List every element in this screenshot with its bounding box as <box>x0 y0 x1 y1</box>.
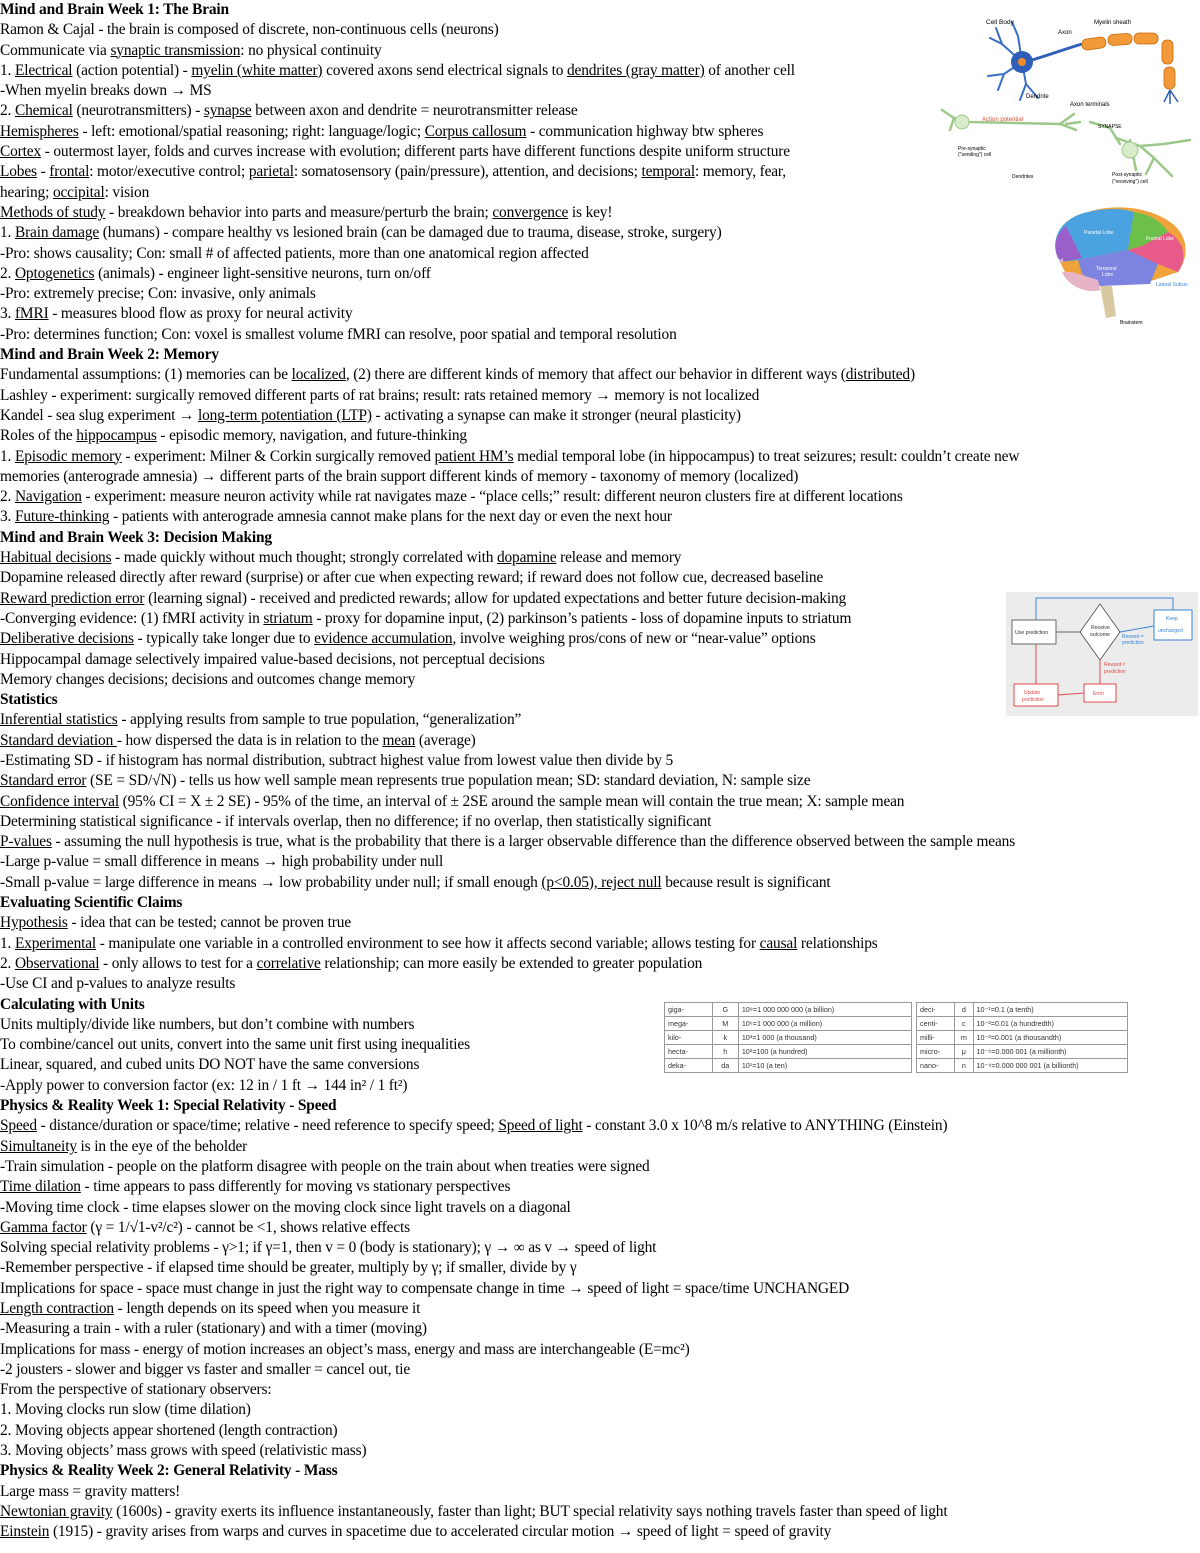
underlined-term: Simultaneity <box>0 1137 77 1155</box>
note-line <box>0 852 1200 872</box>
table-cell: mega- <box>665 1017 713 1031</box>
note-line <box>0 1421 1200 1441</box>
underlined-term: Speed <box>0 1117 37 1135</box>
text-run: Mind and Brain Week 1: The Brain <box>0 1 229 18</box>
text-run: (neurotransmitters) - <box>72 102 204 120</box>
text-run: -When myelin breaks down → MS <box>0 82 212 100</box>
text-run: - episodic memory, navigation, and future-thinking <box>156 427 467 445</box>
table-cell: nano- <box>917 1059 955 1073</box>
underlined-term: Optogenetics <box>14 264 95 282</box>
note-line <box>0 203 1200 223</box>
table-row <box>917 1003 1128 1017</box>
text-run: is key! <box>568 203 613 221</box>
underlined-term: Experimental <box>14 934 97 952</box>
note-line <box>0 304 1200 324</box>
note-line <box>0 223 1200 243</box>
underlined-term: Gamma factor <box>0 1218 87 1236</box>
rpe-label-prediction-eq: prediction <box>1122 640 1144 646</box>
underlined-term: long-term potentiation (LTP) <box>197 406 372 424</box>
note-line <box>0 447 1200 467</box>
text-run: (γ = 1/√1-v²/c²) - cannot be <1, shows relative effects <box>86 1218 410 1236</box>
text-run: Large mass = gravity matters! <box>0 1482 181 1500</box>
reward-prediction-flowchart <box>1006 592 1198 716</box>
table-cell: 10⁻¹=0.1 (a tenth) <box>973 1003 1127 1017</box>
text-run: Physics & Reality Week 1: Special Relativity - Speed <box>0 1097 337 1115</box>
note-line <box>0 548 1200 568</box>
underlined-term: dopamine <box>496 549 557 567</box>
table-cell: 10⁻⁶=0.000 001 (a millionth) <box>973 1045 1127 1059</box>
text-run: Units multiply/divide like numbers, but don’t combine with numbers <box>0 1015 415 1033</box>
table-cell: d <box>955 1003 973 1017</box>
table-row <box>665 1059 912 1073</box>
table-cell: micro- <box>917 1045 955 1059</box>
brain-label-temporal-2: Lobe <box>1102 272 1114 278</box>
note-line <box>0 1340 1200 1360</box>
table-cell: h <box>712 1045 738 1059</box>
text-run: Kandel - sea slug experiment → <box>0 406 198 424</box>
underlined-term: Hemispheres <box>0 122 79 140</box>
underlined-term: Confidence interval <box>0 792 119 810</box>
text-run: -Pro: shows causality; Con: small # of affected patients, more than one anatomical region affected <box>0 244 589 262</box>
text-run: -Converging evidence: (1) fMRI activity in <box>0 609 264 627</box>
underlined-term: P-values <box>0 833 52 851</box>
text-run: (humans) - compare healthy vs lesioned brain (can be damaged due to trauma, disease, stroke, surgery) <box>99 224 722 242</box>
text-run: - distance/duration or space/time; relative - need reference to specify speed; <box>36 1117 499 1135</box>
note-line <box>0 1218 1200 1238</box>
text-run: : vision <box>104 183 150 201</box>
text-run: - length depends on its speed when you measure it <box>113 1300 421 1317</box>
text-run: - experiment: measure neuron activity while rat navigates maze - “place cells;” result: different neuron clusters fire at different locations <box>81 488 903 506</box>
table-cell: 10³=1 000 (a thousand) <box>738 1031 911 1045</box>
text-run: Determining statistical significance - if intervals overlap, then no difference; if no overlap, then statistically significant <box>0 812 712 830</box>
text-run: relationship; can more easily be extended to greater population <box>320 954 703 972</box>
note-line <box>0 467 1200 487</box>
underlined-term: fMRI <box>14 305 49 323</box>
underlined-term: hippocampus <box>76 427 157 445</box>
synapse-label-dendrites: Dendrites <box>1012 174 1034 180</box>
text-run: (average) <box>415 731 476 749</box>
note-line <box>0 731 1200 751</box>
underlined-term: Standard error <box>0 772 87 790</box>
note-line <box>0 1076 1200 1096</box>
brain-label-frontal: Frontal Lobe <box>1146 236 1175 242</box>
table-cell: kilo- <box>665 1031 713 1045</box>
note-line <box>0 974 1200 994</box>
note-line <box>0 1238 1200 1258</box>
note-line <box>0 1319 1200 1339</box>
neuron-label-myelin: Myelin sheath <box>1094 20 1132 26</box>
table-cell: centi- <box>917 1017 955 1031</box>
note-line <box>0 507 1200 527</box>
brain-label-brainstem: Brainstem <box>1120 320 1143 326</box>
text-run: covered axons send electrical signals to <box>322 61 567 79</box>
underlined-term: localized <box>291 366 346 384</box>
table-cell: 10¹=10 (a ten) <box>738 1059 911 1073</box>
note-line <box>0 406 1200 426</box>
synapse-label-pre: Pre-synaptic <box>958 146 986 152</box>
neuron-diagram <box>982 14 1200 104</box>
underlined-term: Observational <box>14 954 100 972</box>
note-line <box>0 1279 1200 1299</box>
text-run: (action potential) - <box>72 61 192 79</box>
underlined-term: distributed <box>845 366 910 384</box>
text-run: Memory changes decisions; decisions and outcomes change memory <box>0 670 416 688</box>
table-cell: M <box>712 1017 738 1031</box>
text-run: -Apply power to conversion factor (ex: 12 in / 1 ft → 144 in² / 1 ft²) <box>0 1076 408 1094</box>
text-run: -Measuring a train - with a ruler (stationary) and with a timer (moving) <box>0 1320 427 1338</box>
neuron-label-dendrite: Dendrite <box>1026 94 1049 100</box>
brain-label-occipital: Occipital <box>1044 258 1064 264</box>
text-run: 3. <box>0 508 15 526</box>
underlined-term: mean <box>382 731 416 749</box>
text-run: -Large p-value = small difference in means → high probability under null <box>0 853 444 871</box>
table-cell: G <box>712 1003 738 1017</box>
text-run: Evaluating Scientific Claims <box>0 894 183 912</box>
note-line <box>0 751 1200 771</box>
table-cell: 10⁻⁹=0.000 000 001 (a billionth) <box>973 1059 1127 1073</box>
note-line <box>0 1198 1200 1218</box>
text-run: release and memory <box>556 549 682 567</box>
si-prefix-table-small <box>916 1002 1128 1073</box>
underlined-term: striatum <box>263 609 313 627</box>
text-run: Roles of the <box>0 427 77 445</box>
text-run: Hippocampal damage selectively impaired value-based decisions, not perceptual decisions <box>0 650 545 668</box>
text-run: Lashley - experiment: surgically removed different parts of rat brains; result: rats retained memory → memory is not localized <box>0 386 760 404</box>
table-cell: milli- <box>917 1031 955 1045</box>
underlined-term: frontal <box>49 163 90 181</box>
text-run: - how dispersed the data is in relation to the <box>116 731 383 749</box>
text-run: : memory, fear, <box>694 163 786 181</box>
section-heading <box>0 1461 1200 1481</box>
text-run: -Estimating SD - if histogram has normal distribution, subtract highest value from lowest value then divide by 5 <box>0 751 674 769</box>
note-line <box>0 487 1200 507</box>
underlined-term: dendrites (gray matter) <box>566 61 705 79</box>
text-run: hearing; <box>0 183 53 201</box>
text-run: From the perspective of stationary observers: <box>0 1381 272 1399</box>
rpe-label-use: Use prediction <box>1015 630 1049 636</box>
synapse-label-post: Post-synaptic <box>1112 172 1143 178</box>
text-run: 1. <box>0 934 15 952</box>
neuron-label-cell-body: Cell Body <box>986 19 1014 26</box>
table-cell: hecta- <box>665 1045 713 1059</box>
underlined-term: Cortex <box>0 143 41 161</box>
underlined-term: Navigation <box>14 488 82 506</box>
underlined-term: Newtonian gravity <box>0 1502 113 1520</box>
rpe-label-update-prediction: prediction <box>1022 697 1044 703</box>
text-run: Implications for mass - energy of motion increases an object’s mass, energy and mass are interchangeable (E=mc²) <box>0 1340 690 1358</box>
text-run: To combine/cancel out units, convert into the same unit first using inequalities <box>0 1036 470 1054</box>
underlined-term: Standard deviation <box>0 731 117 749</box>
text-run: - manipulate one variable in a controlled environment to see how it affects second variable; allows testing for <box>96 934 760 952</box>
rpe-label-outcome: outcome <box>1090 632 1110 638</box>
rpe-label-unchanged: unchanged <box>1158 628 1183 634</box>
underlined-term: Time dilation <box>0 1178 81 1196</box>
underlined-term: Brain damage <box>14 224 100 242</box>
underlined-term: Corpus callosum <box>424 122 527 140</box>
rpe-label-reward-neq: Reward ≠ <box>1104 662 1126 668</box>
text-run: 3. <box>0 305 15 323</box>
synapse-label-potential: Action potential <box>982 117 1024 123</box>
si-prefix-table-large <box>664 1002 912 1073</box>
text-run: Mind and Brain Week 2: Memory <box>0 346 219 364</box>
note-line <box>0 1116 1200 1136</box>
note-line <box>0 264 1200 284</box>
underlined-term: Lobes <box>0 163 37 181</box>
brain-label-occipital-2: Lobe <box>1048 264 1060 270</box>
text-run: : no physical continuity <box>240 41 382 59</box>
underlined-term: Einstein <box>0 1523 50 1541</box>
rpe-label-keep: Keep <box>1166 616 1178 622</box>
text-run: -Moving time clock - time elapses slower on the moving clock since light travels on a diagonal <box>0 1198 571 1216</box>
table-row <box>917 1059 1128 1073</box>
note-line <box>0 365 1200 385</box>
text-run: Communicate via <box>0 41 111 59</box>
note-line <box>0 386 1200 406</box>
underlined-term: Reward prediction error <box>0 589 145 607</box>
text-run: - applying results from sample to true population, “generalization” <box>117 711 522 729</box>
underlined-term: Episodic memory <box>14 447 122 465</box>
table-cell: giga- <box>665 1003 713 1017</box>
underlined-term: Deliberative decisions <box>0 630 134 648</box>
table-row <box>917 1017 1128 1031</box>
brain-label-cerebellum: Cerebellum <box>1058 292 1084 298</box>
text-run: (95% CI = X ± 2 SE) - 95% of the time, an interval of ± 2SE around the sample mean will contain the true mean; X: sample mean <box>118 792 905 810</box>
synapse-label-terminals: Axon terminals <box>1070 102 1110 108</box>
table-row <box>917 1045 1128 1059</box>
text-run: - idea that can be tested; cannot be proven true <box>67 914 352 932</box>
text-run: Solving special relativity problems - γ>1; if γ=1, then v = 0 (body is stationary); γ → ∞ as v → speed of light <box>0 1239 657 1257</box>
text-run: -Remember perspective - if elapsed time should be greater, multiply by γ; if smaller, divide by γ <box>0 1259 577 1277</box>
underlined-term: Habitual decisions <box>0 549 112 567</box>
table-cell: da <box>712 1059 738 1073</box>
text-run: because result is significant <box>661 873 831 891</box>
text-run: Statistics <box>0 691 58 709</box>
note-line <box>0 1299 1200 1319</box>
note-line <box>0 812 1200 832</box>
text-run: 2. <box>0 488 15 506</box>
table-cell: m <box>955 1031 973 1045</box>
table-cell: 10⁹=1 000 000 000 (a billion) <box>738 1003 911 1017</box>
text-run: of another cell <box>704 61 795 79</box>
note-line <box>0 934 1200 954</box>
text-run: (animals) - engineer light-sensitive neurons, turn on/off <box>94 264 431 282</box>
synapse-diagram <box>940 100 1198 190</box>
text-run: 1. <box>0 447 15 465</box>
text-run: -Train simulation - people on the platform disagree with people on the train about when treaties were signed <box>0 1157 650 1175</box>
text-run: between axon and dendrite = neurotransmitter release <box>251 102 578 120</box>
table-row <box>665 1031 912 1045</box>
text-run: - breakdown behavior into parts and measure/perturb the brain; <box>105 203 493 221</box>
text-run: -Small p-value = large difference in means → low probability under null; if small enough <box>0 873 542 891</box>
text-run: Ramon & Cajal - the brain is composed of discrete, non-continuous cells (neurons) <box>0 21 499 39</box>
table-cell: deka- <box>665 1059 713 1073</box>
synapse-label-post-cell: ("receiving") cell <box>1112 179 1148 185</box>
brain-lobes-diagram <box>1038 200 1200 326</box>
text-run: memories (anterograde amnesia) → different parts of the brain support different kinds of memory - taxonomy of memory (localized) <box>0 467 799 485</box>
note-line <box>0 426 1200 446</box>
underlined-term: Hypothesis <box>0 914 68 932</box>
text-run: -Pro: determines function; Con: voxel is smallest volume fMRI can resolve, poor spatial and temporal resolution <box>0 325 677 343</box>
text-run: - time appears to pass differently for moving vs stationary perspectives <box>80 1178 511 1196</box>
table-row <box>917 1031 1128 1045</box>
text-run: - typically take longer due to <box>133 630 315 648</box>
text-run: Calculating with Units <box>0 995 145 1013</box>
text-run: - activating a synapse can make it stronger (neural plasticity) <box>371 406 741 424</box>
text-run: (1600s) - gravity exerts its influence instantaneously, faster than light; BUT special relativity says nothing travels faster than speed of light <box>112 1502 948 1520</box>
text-run: - made quickly without much thought; strongly correlated with <box>111 549 497 567</box>
rpe-label-update: Update <box>1024 690 1041 696</box>
note-line <box>0 1177 1200 1197</box>
table-cell: k <box>712 1031 738 1045</box>
underlined-term: Inferential statistics <box>0 711 118 729</box>
text-run: -Pro: extremely precise; Con: invasive, only animals <box>0 285 316 303</box>
underlined-term: convergence <box>492 203 569 221</box>
text-run: Implications for space - space must change in just the right way to compensate change in time → speed of light = space/time UNCHANGED <box>0 1279 850 1297</box>
note-line <box>0 792 1200 812</box>
text-run: 2. <box>0 954 15 972</box>
text-run: Physics & Reality Week 2: General Relativity - Mass <box>0 1462 338 1480</box>
note-line <box>0 1137 1200 1157</box>
note-line <box>0 771 1200 791</box>
text-run: 2. <box>0 264 15 282</box>
text-run: 2. Moving objects appear shortened (length contraction) <box>0 1421 338 1439</box>
text-run: (SE = SD/√N) - tells us how well sample mean represents true population mean; SD: standard deviation, N: sample size <box>86 772 811 790</box>
section-heading <box>0 345 1200 365</box>
underlined-term: occipital <box>52 183 105 201</box>
underlined-term: correlative <box>256 954 321 972</box>
text-run: - communication highway btw spheres <box>526 122 764 140</box>
text-run: medial temporal lobe (in hippocampus) to treat seizures; result: couldn’t create new <box>513 447 1020 465</box>
note-line <box>0 1482 1200 1502</box>
rpe-label-receive: Receive <box>1091 625 1110 631</box>
text-run: - proxy for dopamine input, (2) parkinson’s patients - loss of dopamine inputs to striatum <box>312 609 852 627</box>
underlined-term: temporal <box>641 163 695 181</box>
text-run: (1915) - gravity arises from warps and curves in spacetime due to accelerated circular motion → speed of light = speed of gravity <box>49 1523 832 1541</box>
rpe-label-reward-eq: Reward = <box>1122 634 1144 640</box>
note-line <box>0 244 1200 264</box>
note-line <box>0 1258 1200 1278</box>
text-run: - <box>36 163 50 181</box>
table-cell: 10⁶=1 000 000 (a million) <box>738 1017 911 1031</box>
text-run: -Use CI and p-values to analyze results <box>0 975 236 993</box>
rpe-label-error: Error <box>1093 691 1105 697</box>
text-run: Fundamental assumptions: (1) memories can be <box>0 366 292 384</box>
text-run: Linear, squared, and cubed units DO NOT have the same conversions <box>0 1056 420 1074</box>
text-run: 1. Moving clocks run slow (time dilation) <box>0 1401 251 1419</box>
note-line <box>0 284 1200 304</box>
note-line <box>0 568 1200 588</box>
brain-label-sulcus: Lateral Sulcus <box>1156 282 1188 288</box>
text-run: - experiment: Milner & Corkin surgically removed <box>121 447 435 465</box>
synapse-label-synapse: SYNAPSE <box>1098 124 1122 130</box>
note-line <box>0 1400 1200 1420</box>
text-run: - assuming the null hypothesis is true, what is the probability that there is a larger observable difference than the difference observed between the sample means <box>51 833 1016 851</box>
note-line <box>0 1502 1200 1522</box>
underlined-term: Methods of study <box>0 203 106 221</box>
text-run: is in the eye of the beholder <box>76 1137 248 1155</box>
note-line <box>0 1380 1200 1400</box>
section-heading <box>0 528 1200 548</box>
text-run: - outermost layer, folds and curves increase with evolution; different parts have different functions despite uniform structure <box>41 143 790 161</box>
note-line <box>0 1441 1200 1461</box>
text-run: (learning signal) - received and predicted rewards; allow for updated expectations and better future decision-making <box>144 589 847 607</box>
underlined-term: Speed of light <box>498 1117 583 1135</box>
text-run: 1. <box>0 224 15 242</box>
note-line <box>0 1522 1200 1542</box>
synapse-label-pre-cell: ("sending") cell <box>958 152 992 158</box>
underlined-term: synapse <box>203 102 252 120</box>
note-line <box>0 832 1200 852</box>
text-run: , (2) there are different kinds of memory that affect our behavior in different ways ( <box>345 366 846 384</box>
note-line <box>0 1360 1200 1380</box>
text-run: : somatosensory (pain/pressure), attention, and decisions; <box>293 163 642 181</box>
text-run: ) <box>909 366 915 384</box>
table-cell: 10⁻²=0.01 (a hundredth) <box>973 1017 1127 1031</box>
neuron-label-axon: Axon <box>1058 30 1072 36</box>
text-run: , involve weighing pros/cons of new or “near-value” options <box>452 630 816 648</box>
underlined-term: Future-thinking <box>14 508 110 526</box>
underlined-term: parietal <box>248 163 294 181</box>
table-row <box>665 1017 912 1031</box>
note-line <box>0 954 1200 974</box>
note-line <box>0 873 1200 893</box>
underlined-term: synaptic transmission <box>110 41 241 59</box>
note-line <box>0 1157 1200 1177</box>
table-row <box>665 1003 912 1017</box>
underlined-term: Electrical <box>14 61 73 79</box>
text-run: - left: emotional/spatial reasoning; right: language/logic; <box>78 122 425 140</box>
table-cell: 10⁻³=0.001 (a thousandth) <box>973 1031 1127 1045</box>
table-row <box>665 1045 912 1059</box>
underlined-term: causal <box>759 934 798 952</box>
rpe-label-prediction-neq: prediction <box>1104 669 1126 675</box>
table-cell: c <box>955 1017 973 1031</box>
underlined-term: Chemical <box>14 102 73 120</box>
text-run: - only allows to test for a <box>99 954 257 972</box>
text-run: Dopamine released directly after reward (surprise) or after cue when expecting reward; if reward does not follow cue, decreased baseline <box>0 569 824 587</box>
text-run: - patients with anterograde amnesia cannot make plans for the next day or even the next hour <box>109 508 672 526</box>
table-cell: deci- <box>917 1003 955 1017</box>
underlined-term: Length contraction <box>0 1300 114 1317</box>
text-run: 1. <box>0 61 15 79</box>
underlined-term: (p<0.05), reject null <box>541 873 662 891</box>
underlined-term: patient HM’s <box>434 447 514 465</box>
underlined-term: evidence accumulation <box>314 630 453 648</box>
text-run: : motor/executive control; <box>89 163 249 181</box>
table-cell: μ <box>955 1045 973 1059</box>
section-heading <box>0 1096 1200 1116</box>
underlined-term: myelin (white matter) <box>191 61 323 79</box>
text-run: - measures blood flow as proxy for neural activity <box>48 305 353 323</box>
text-run: -2 jousters - slower and bigger vs faster and smaller = cancel out, tie <box>0 1360 411 1378</box>
brain-label-temporal: Temporal <box>1096 266 1117 272</box>
brain-label-parietal: Parietal Lobe <box>1084 230 1114 236</box>
text-run: relationships <box>797 934 878 952</box>
note-line <box>0 913 1200 933</box>
text-run: - constant 3.0 x 10^8 m/s relative to ANYTHING (Einstein) <box>582 1117 948 1135</box>
table-cell: 10²=100 (a hundred) <box>738 1045 911 1059</box>
text-run: 3. Moving objects’ mass grows with speed (relativistic mass) <box>0 1442 367 1460</box>
table-cell: n <box>955 1059 973 1073</box>
text-run: Mind and Brain Week 3: Decision Making <box>0 528 272 546</box>
text-run: 2. <box>0 102 15 120</box>
section-heading <box>0 893 1200 913</box>
note-line <box>0 325 1200 345</box>
